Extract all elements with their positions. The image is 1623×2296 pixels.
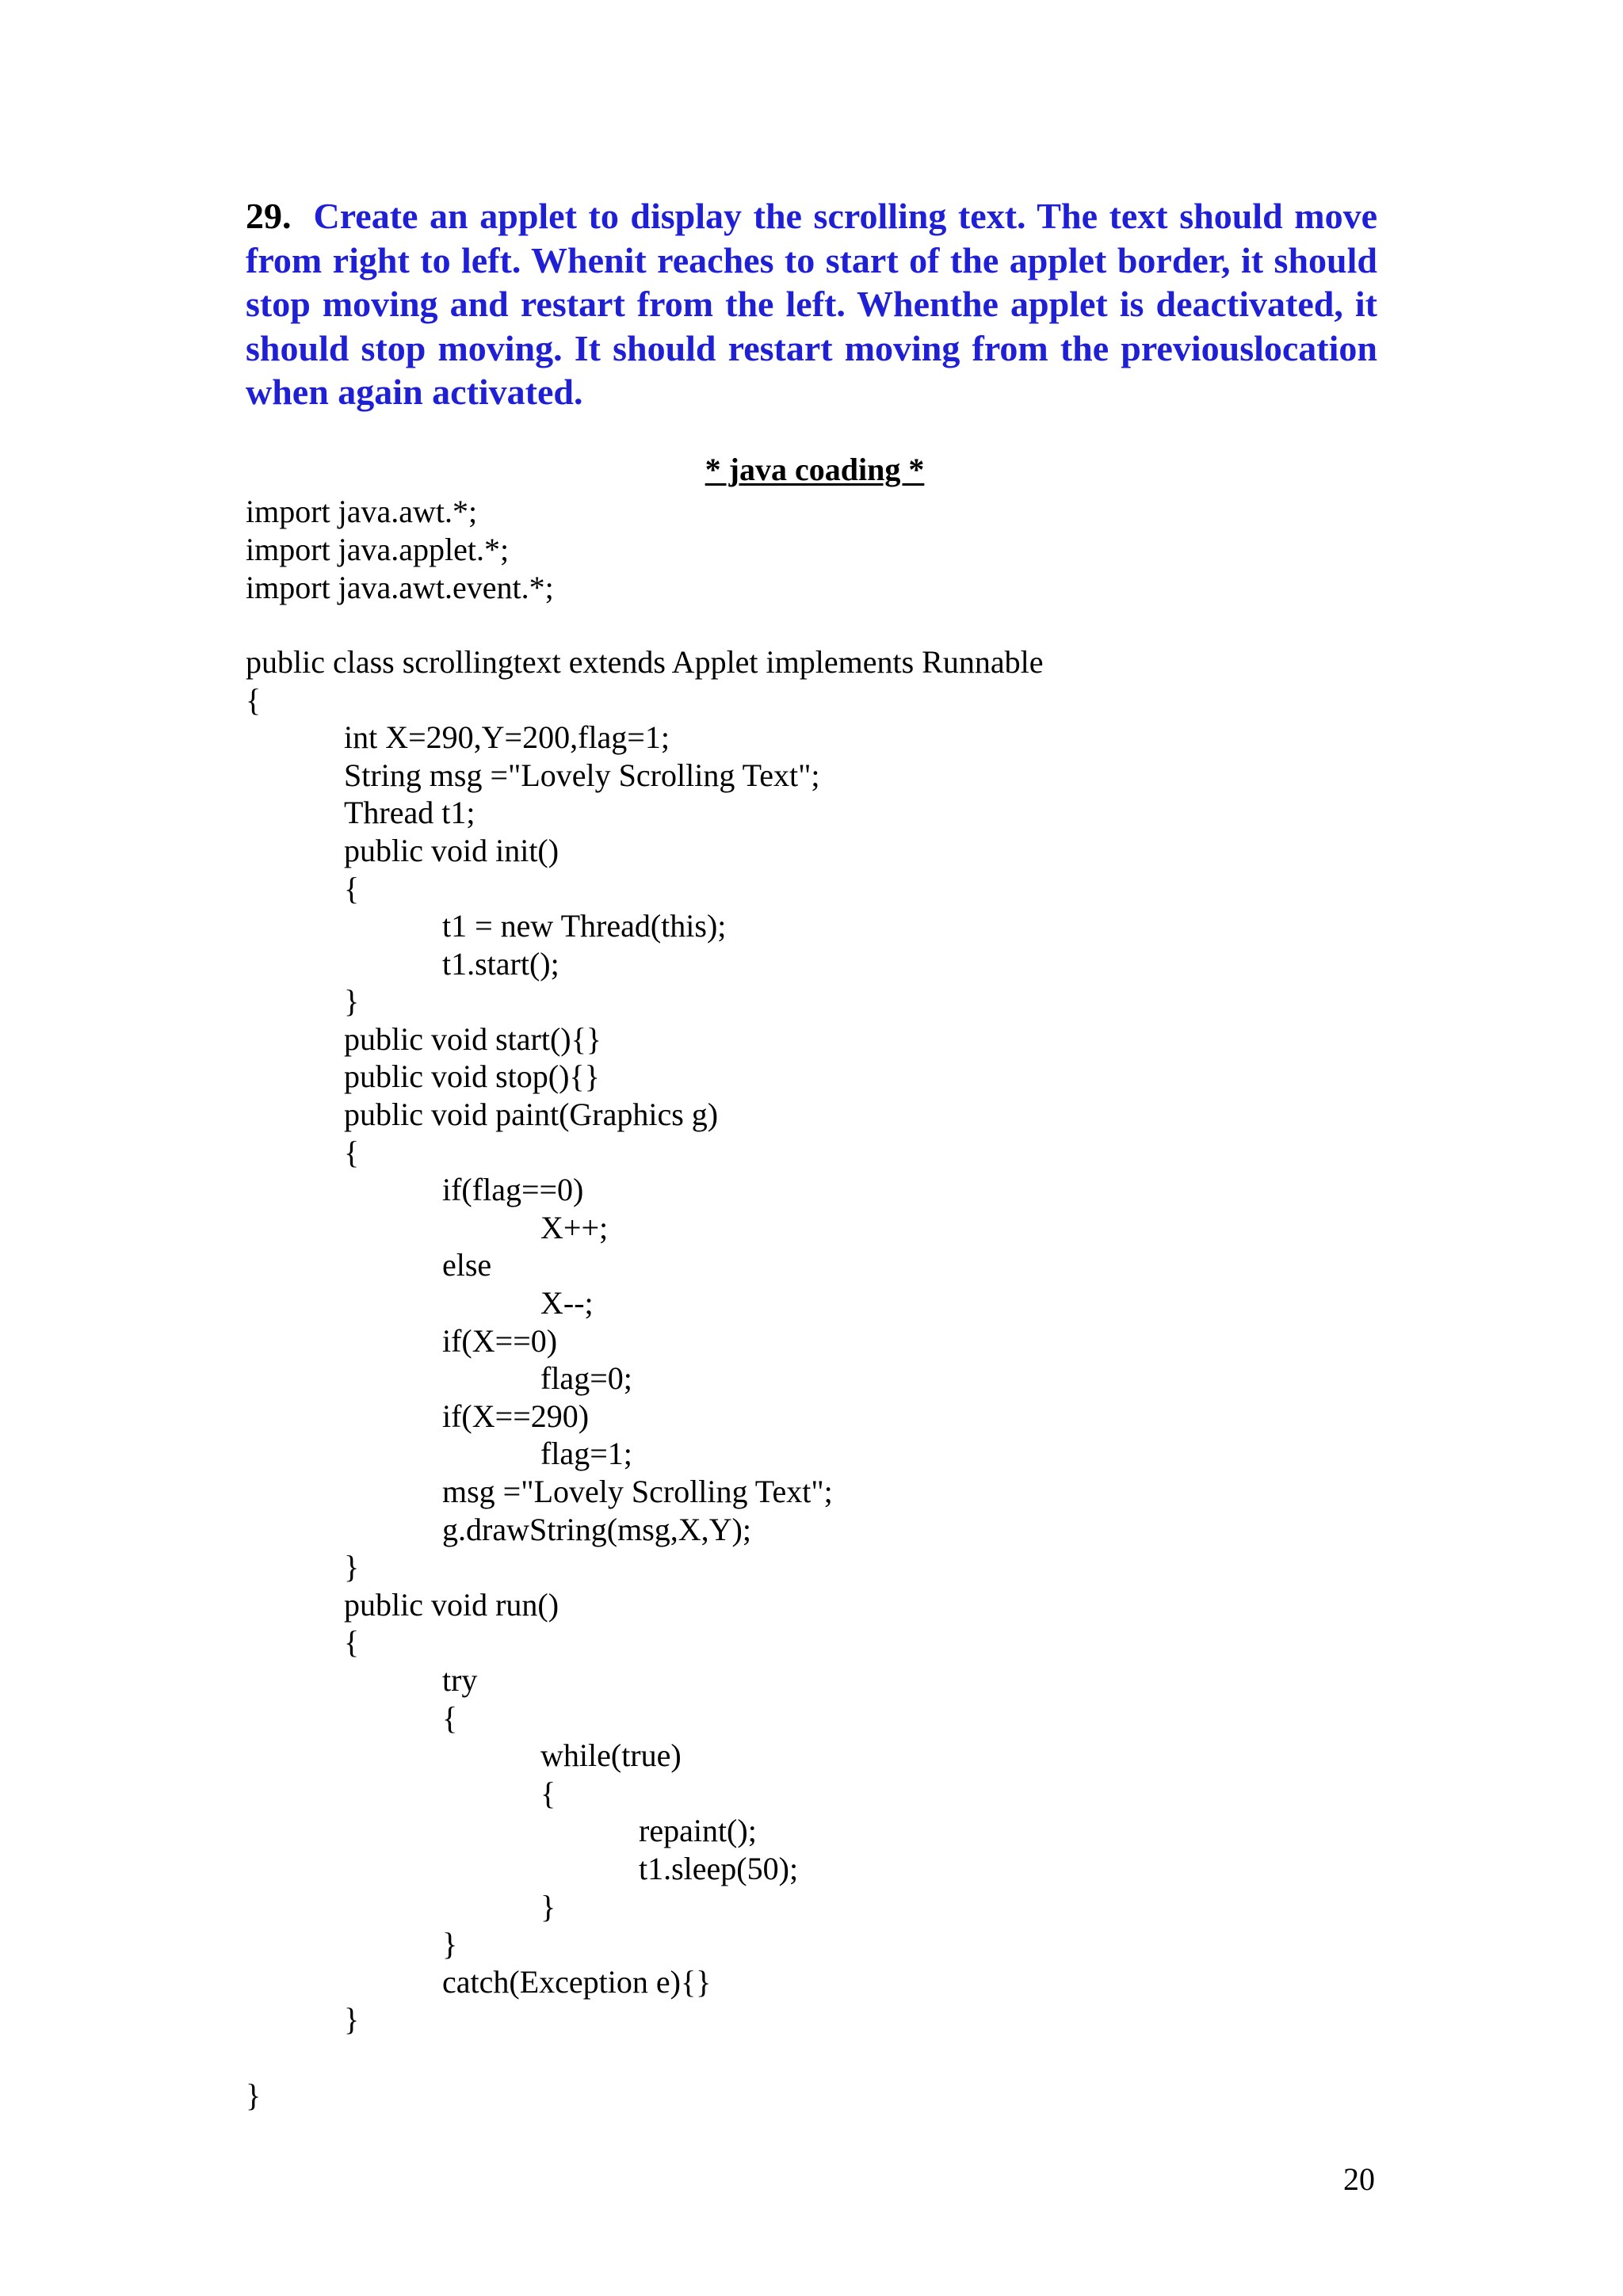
code-line: } — [344, 983, 360, 1019]
code-line: public void start(){} — [344, 1021, 601, 1057]
code-line: } — [442, 1926, 458, 1962]
code-line: flag=0; — [540, 1360, 632, 1396]
code-line: } — [344, 2001, 360, 2037]
code-line: public void paint(Graphics g) — [344, 1097, 719, 1132]
question-number: 29. — [246, 196, 292, 236]
code-line: t1 = new Thread(this); — [442, 908, 727, 944]
code-line: if(flag==0) — [442, 1172, 584, 1207]
code-line: int X=290,Y=200,flag=1; — [344, 719, 670, 755]
code-line: t1.sleep(50); — [639, 1851, 799, 1886]
code-line: g.drawString(msg,X,Y); — [442, 1512, 751, 1547]
code-line: } — [540, 1889, 556, 1924]
code-line: import java.awt.*; — [246, 494, 478, 529]
code-line: { — [246, 682, 262, 718]
code-line: { — [344, 1135, 360, 1170]
code-line: } — [246, 2077, 262, 2113]
code-line: X--; — [540, 1285, 594, 1321]
code-line: Thread t1; — [344, 795, 475, 830]
code-line: { — [344, 871, 360, 906]
code-line: public void run() — [344, 1587, 559, 1623]
code-line: catch(Exception e){} — [442, 1964, 712, 2000]
code-heading-text: * java coading * — [705, 452, 925, 487]
question-paragraph — [246, 194, 1377, 414]
code-line: flag=1; — [540, 1436, 632, 1471]
code-line: try — [442, 1662, 478, 1698]
code-line: } — [344, 1549, 360, 1585]
code-line: while(true) — [540, 1737, 682, 1773]
code-line: String msg ="Lovely Scrolling Text"; — [344, 757, 820, 793]
code-line: public void init() — [344, 833, 559, 868]
question-text: Create an applet to display the scrolling text. The text should move from right to left. Whenit reaches to start of the applet border, it should stop moving and restart from the left. Whenthe applet is deactivated, it should stop moving. It should restart moving from the previouslocation when again activated. — [246, 196, 1377, 412]
code-line: t1.start(); — [442, 946, 559, 982]
code-line: X++; — [540, 1210, 609, 1245]
code-line: repaint(); — [639, 1813, 757, 1848]
code-line: public void stop(){} — [344, 1058, 600, 1094]
code-line: else — [442, 1247, 492, 1283]
code-line: if(X==290) — [442, 1398, 590, 1434]
code-line: import java.applet.*; — [246, 532, 510, 567]
code-line: { — [344, 1624, 360, 1660]
code-heading — [0, 451, 1623, 489]
code-line: import java.awt.event.*; — [246, 570, 554, 605]
page-number: 20 — [1343, 2161, 1375, 2197]
code-line: { — [540, 1775, 556, 1811]
code-line: if(X==0) — [442, 1323, 558, 1359]
code-line: public class scrollingtext extends Applet implements Runnable — [246, 644, 1044, 680]
code-line: { — [442, 1700, 458, 1736]
code-line: msg ="Lovely Scrolling Text"; — [442, 1474, 833, 1509]
